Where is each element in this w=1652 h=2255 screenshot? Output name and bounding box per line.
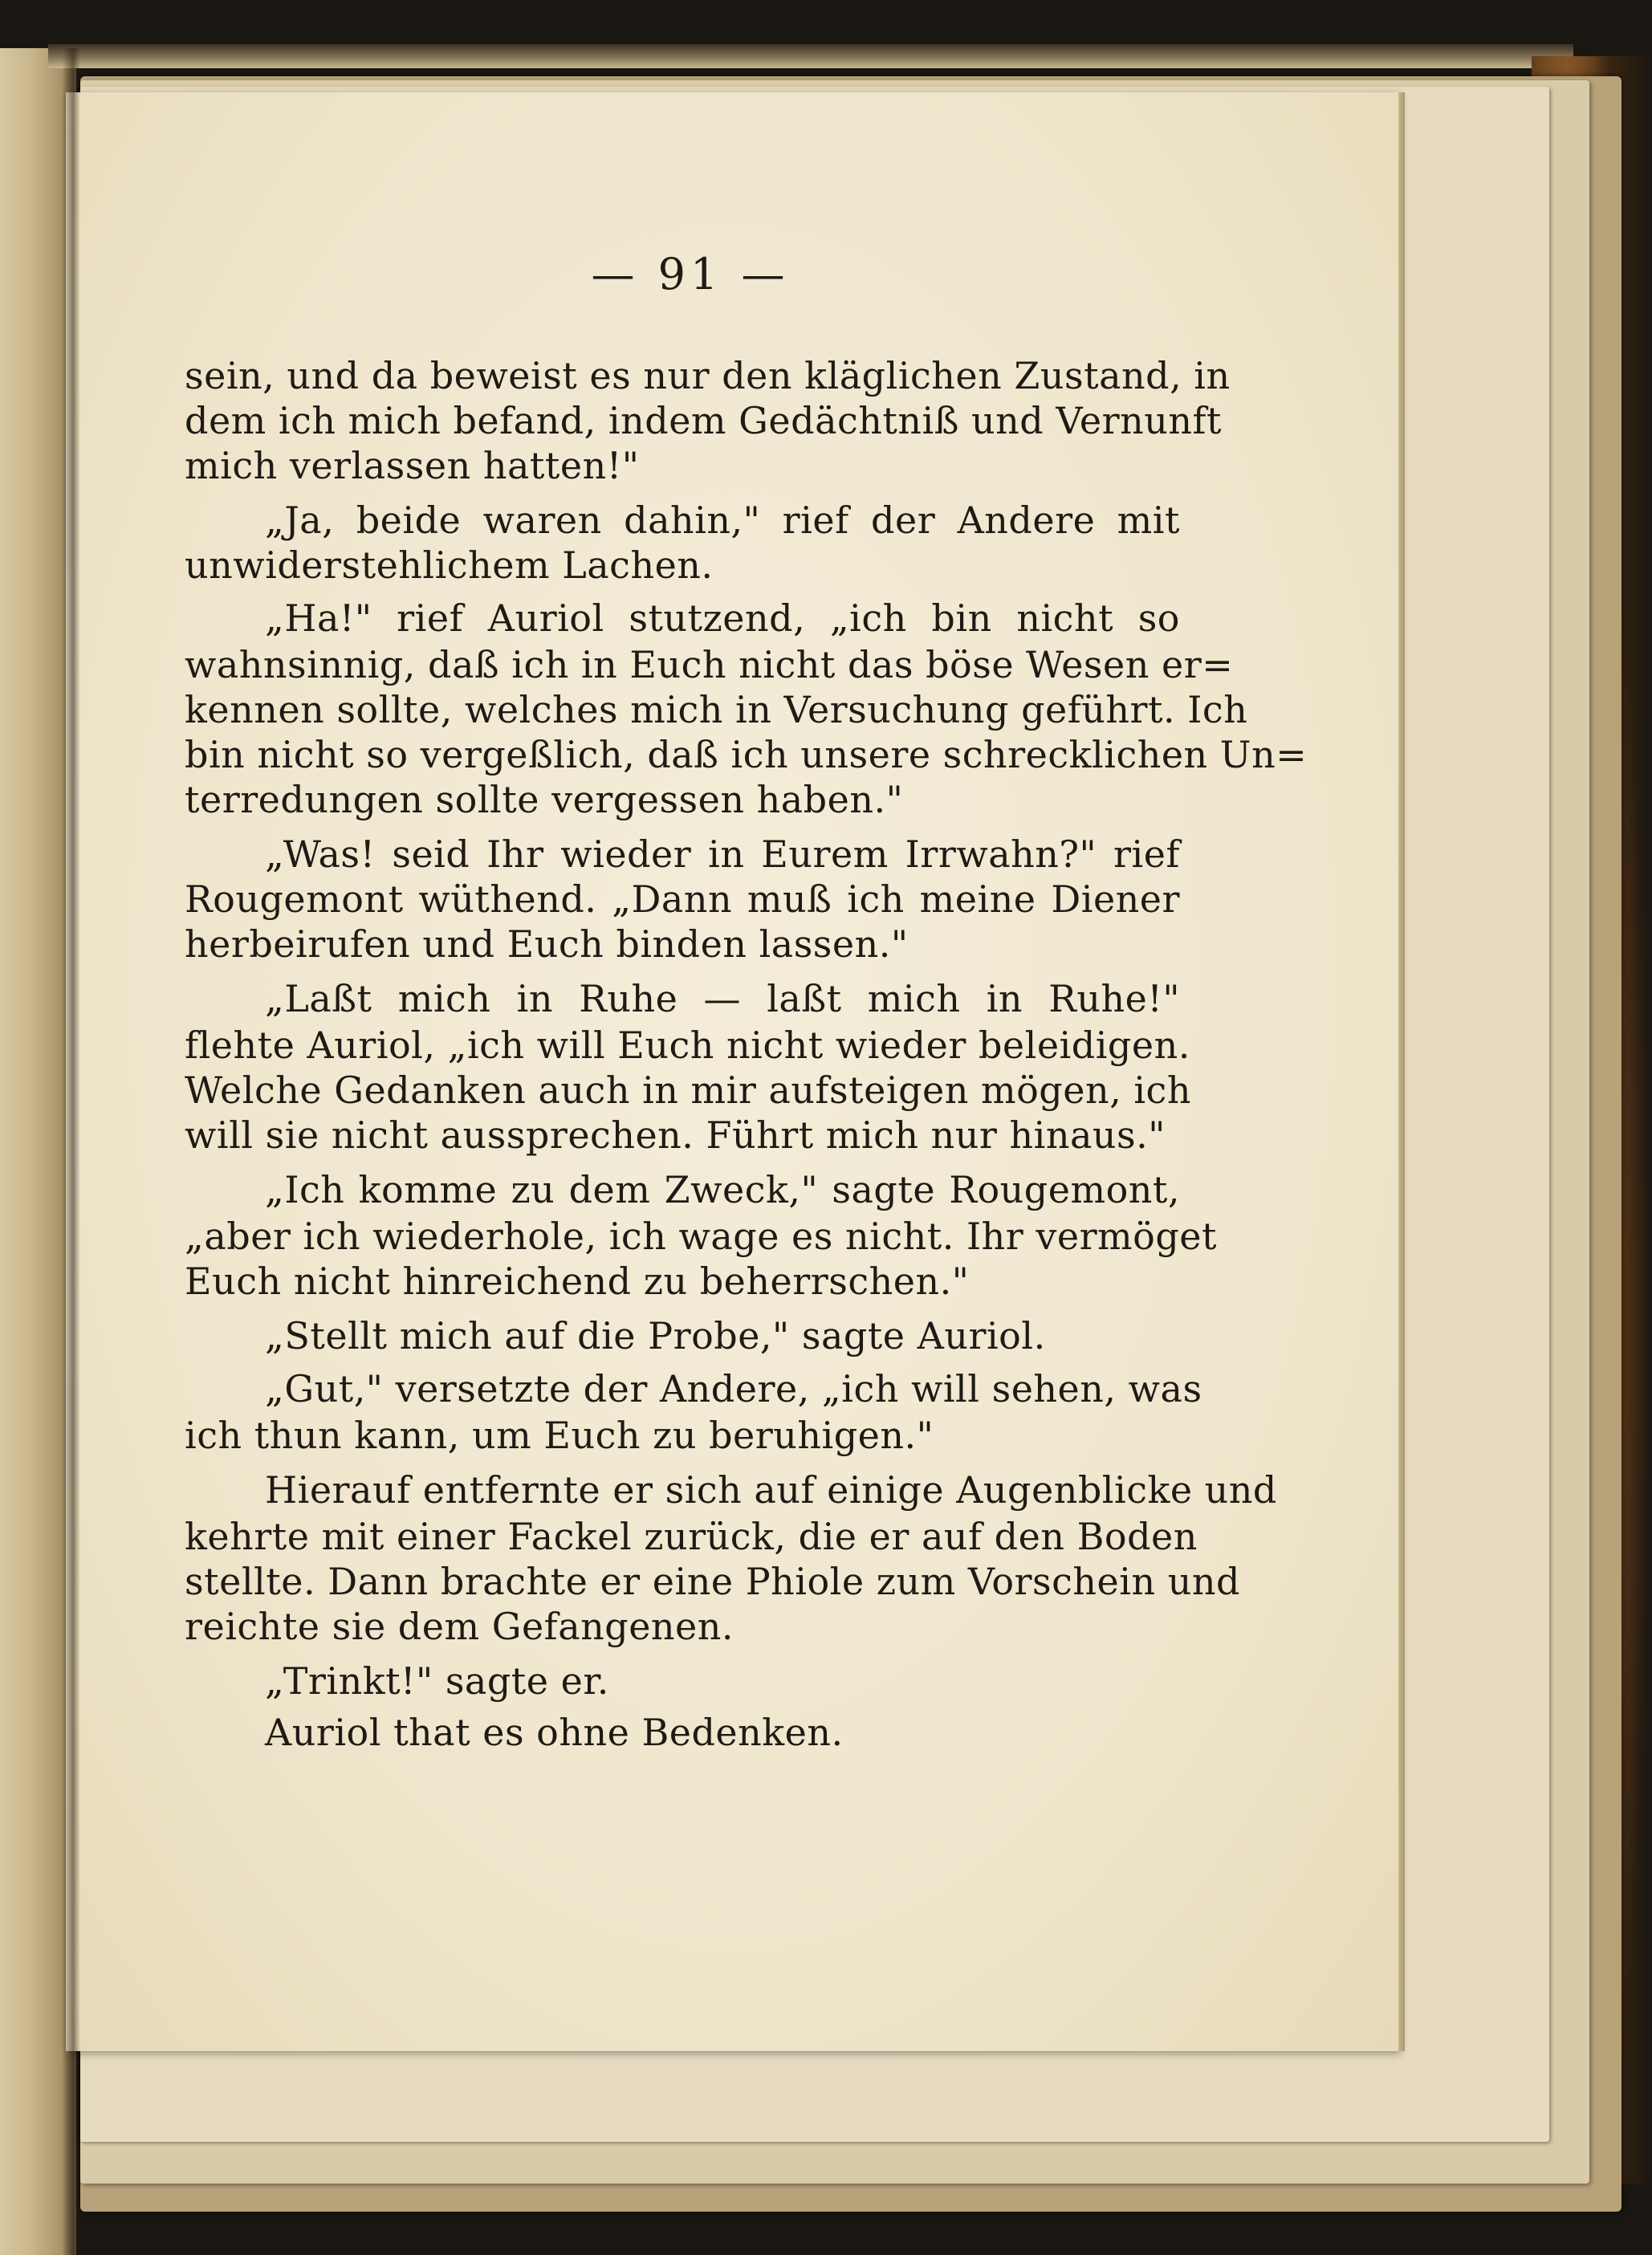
text-line: bin nicht so vergeßlich, daß ich unsere schrecklichen Un= (185, 733, 1308, 776)
text-line: „Trinkt!" sagte er. (265, 1659, 609, 1703)
page-number-header: — 91 — (591, 249, 790, 299)
text-line: wahnsinnig, daß ich in Euch nicht das böse Wesen er= (185, 643, 1234, 686)
text-line: „Was! seid Ihr wieder in Eurem Irrwahn?" rief (265, 832, 1180, 876)
page-edge-shadow (1398, 92, 1405, 2051)
text-line: Hierauf entfernte er sich auf einige Augenblicke und (265, 1468, 1277, 1512)
text-line: dem ich mich befand, indem Gedächtniß und Vernunft (185, 399, 1222, 442)
text-line: terredungen sollte vergessen haben." (185, 778, 904, 821)
text-line: flehte Auriol, „ich will Euch nicht wieder beleidigen. (185, 1024, 1190, 1067)
text-line: „Gut," versetzte der Andere, „ich will sehen, was (265, 1367, 1202, 1410)
text-line: „Laßt mich in Ruhe — laßt mich in Ruhe!" (265, 977, 1180, 1020)
spine-shadow (63, 48, 80, 2255)
book-cover-top-edge (48, 44, 1573, 68)
text-line: Welche Gedanken auch in mir aufsteigen mögen, ich (185, 1068, 1191, 1112)
text-line: „Ich komme zu dem Zweck," sagte Rougemont, (265, 1168, 1180, 1211)
text-line: „aber ich wiederhole, ich wage es nicht. Ihr vermöget (185, 1215, 1218, 1258)
text-line: herbeirufen und Euch binden lassen." (185, 922, 909, 966)
text-line: reichte sie dem Gefangenen. (185, 1605, 734, 1648)
text-line: ich thun kann, um Euch zu beruhigen." (185, 1414, 934, 1457)
text-line: mich verlassen hatten!" (185, 444, 640, 487)
text-line: kennen sollte, welches mich in Versuchung geführt. Ich (185, 688, 1248, 731)
text-line: will sie nicht aussprechen. Führt mich nur hinaus." (185, 1113, 1166, 1157)
text-line: stellte. Dann brachte er eine Phiole zum Vorschein und (185, 1560, 1240, 1603)
text-line: unwiderstehlichem Lachen. (185, 543, 714, 587)
text-line: sein, und da beweist es nur den kläglichen Zustand, in (185, 354, 1231, 397)
text-line: „Ja, beide waren dahin," rief der Andere mit (265, 499, 1180, 542)
text-line: Auriol that es ohne Bedenken. (265, 1711, 844, 1754)
text-line: Euch nicht hinreichend zu beherrschen." (185, 1260, 970, 1303)
text-line: Rougemont wüthend. „Dann muß ich meine Diener (185, 877, 1180, 921)
text-line: „Stellt mich auf die Probe," sagte Auriol. (265, 1314, 1046, 1357)
text-line: kehrte mit einer Fackel zurück, die er auf den Boden (185, 1515, 1198, 1558)
text-line: „Ha!" rief Auriol stutzend, „ich bin nicht so (265, 596, 1180, 640)
